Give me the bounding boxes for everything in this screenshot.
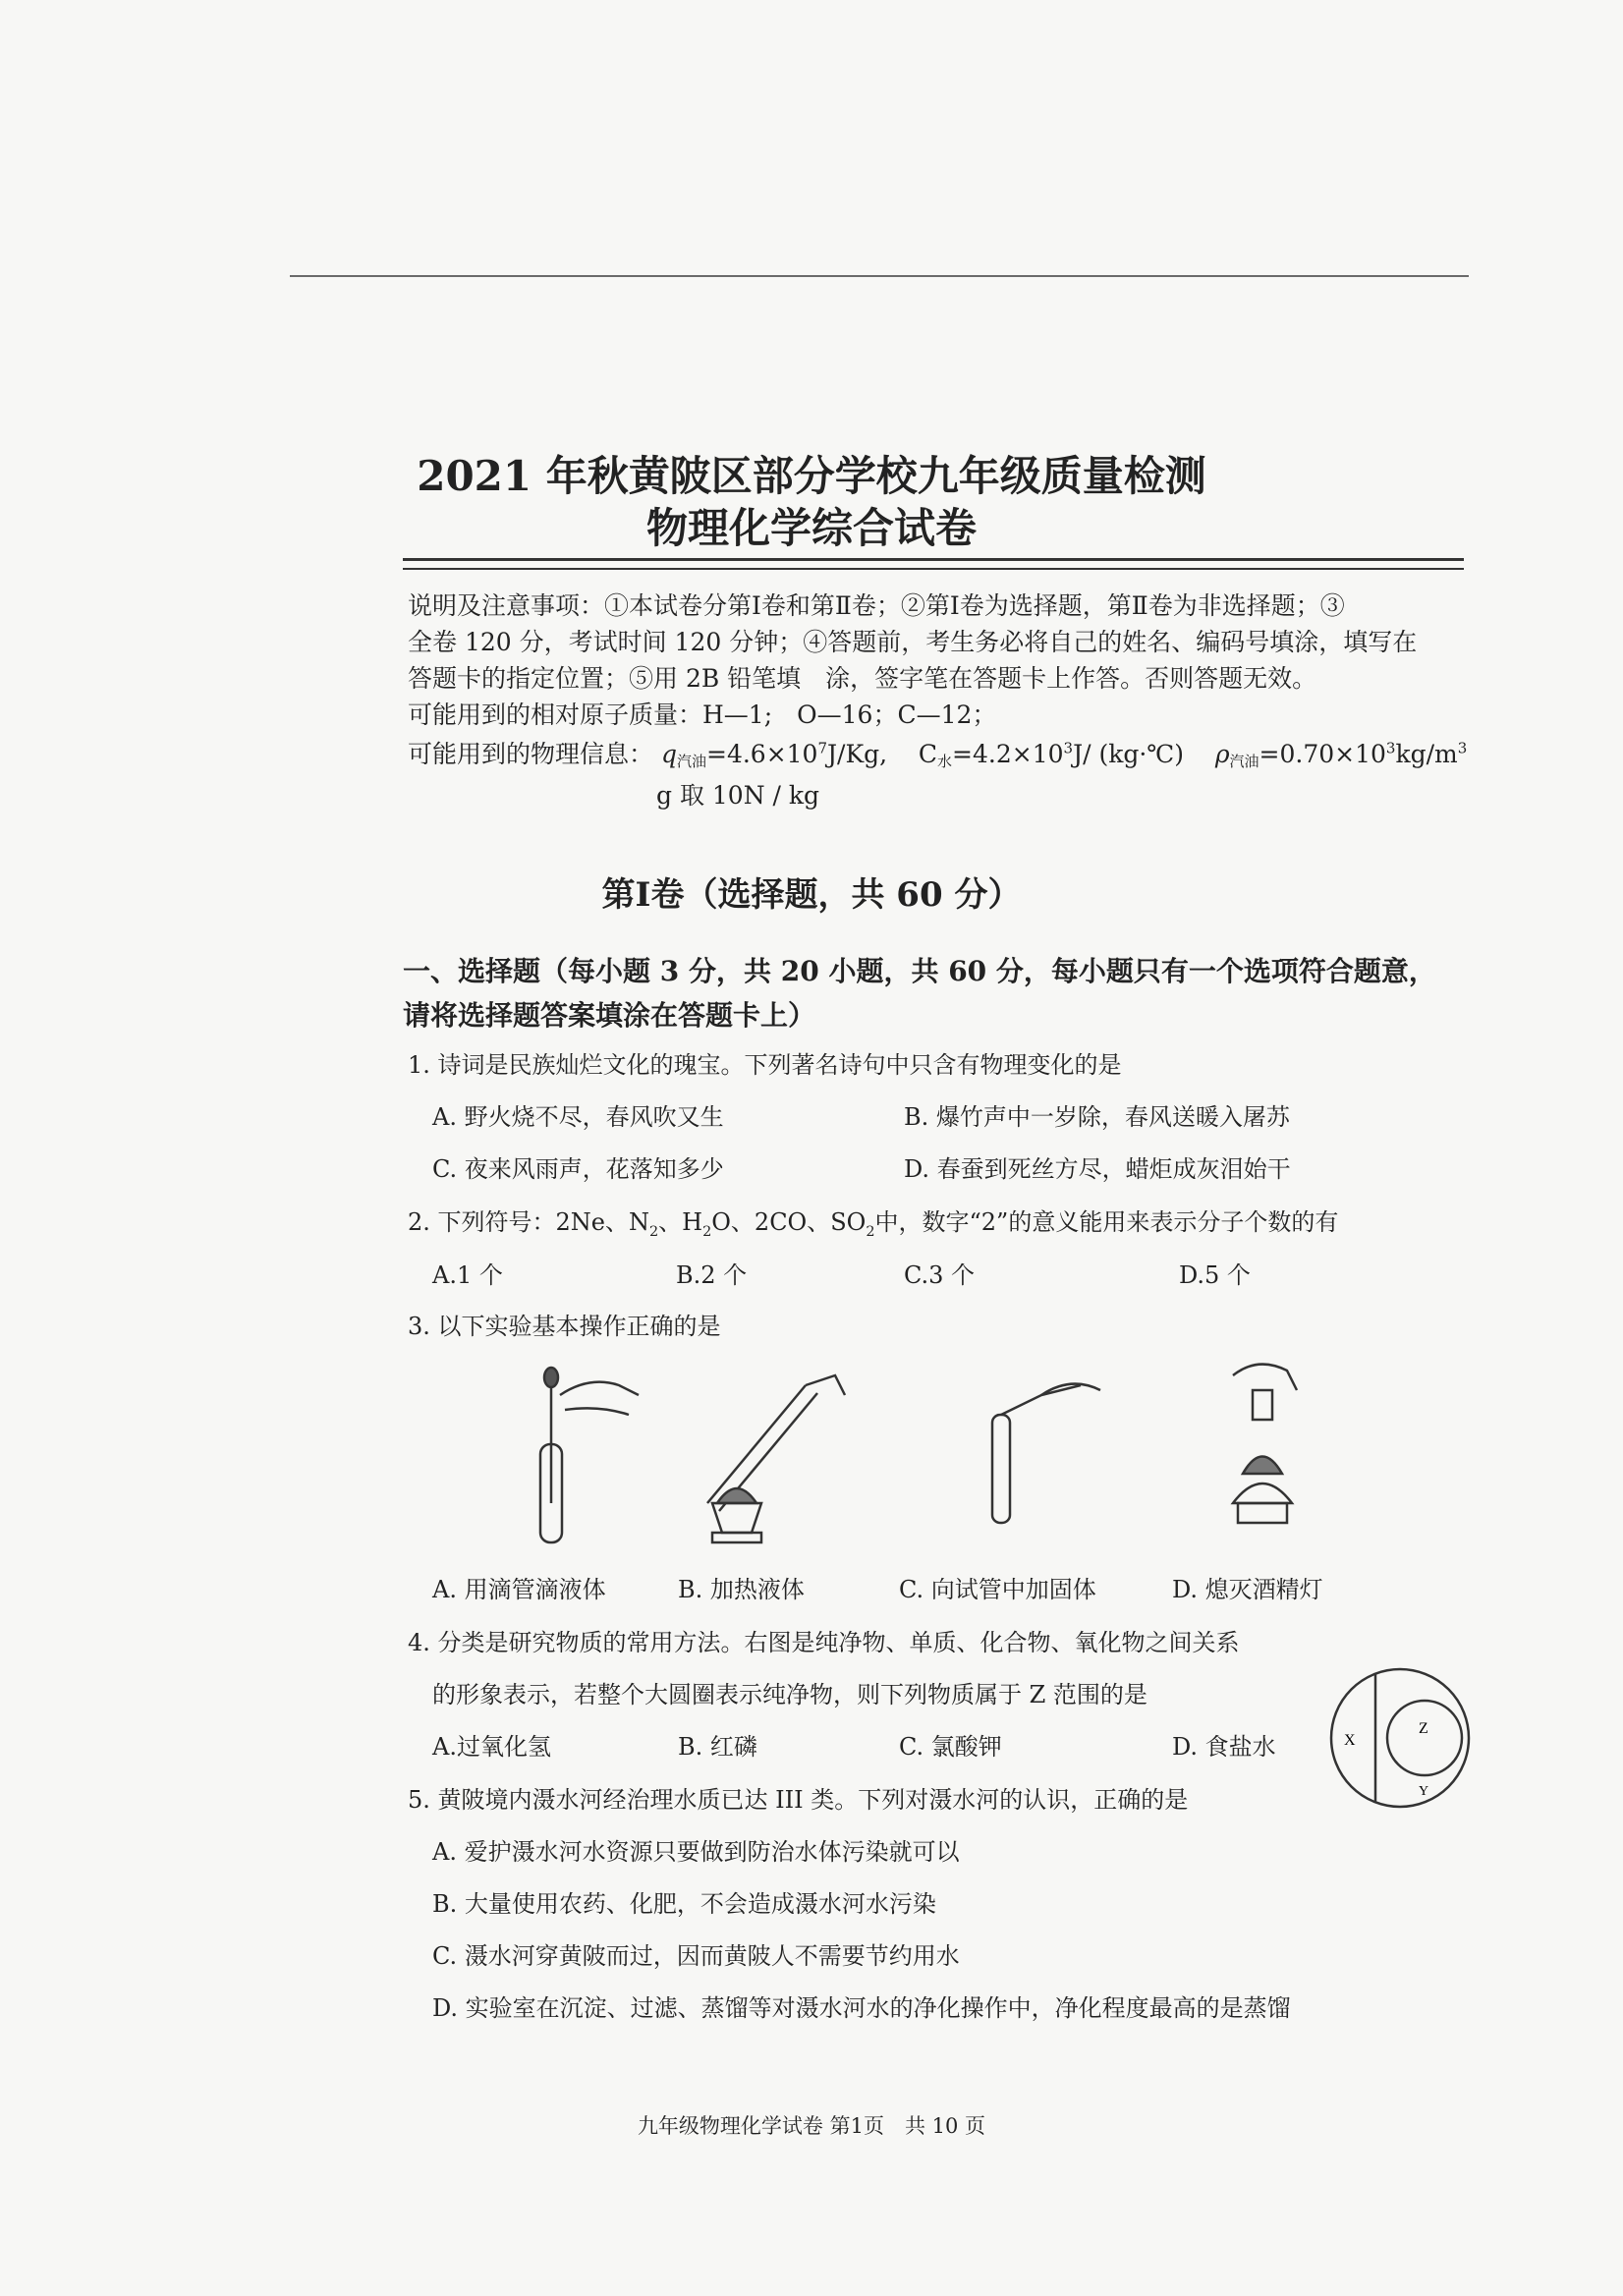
dropper-test-tube-figure [540,1368,639,1542]
q2-option-a: A.1 个 [432,1261,503,1289]
q3-lab-illustrations [511,1356,1454,1552]
q1-option-a: A. 野火烧不尽，春风吹又生 [432,1103,724,1131]
q3-option-c: C. 向试管中加固体 [899,1576,1096,1603]
q4-option-c: C. 氯酸钾 [899,1733,1002,1761]
section-title: 第Ⅰ卷（选择题，共 60 分） [601,875,1022,915]
notes-line2: 全卷 120 分，考试时间 120 分钟；④答题前，考生务必将自己的姓名、编码号填涂，填写在 [408,628,1418,656]
q5-stem: 5. 黄陂境内滠水河经治理水质已达 III 类。下列对滠水河的认识，正确的是 [408,1786,1189,1814]
notes-line3: 答题卡的指定位置；⑤用 2B 铅笔填 涂，签字笔在答题卡上作答。否则答题无效。 [408,664,1317,693]
q4-option-a: A.过氧化氢 [432,1733,551,1761]
part-heading-line2: 请将选择题答案填涂在答题卡上） [403,999,816,1032]
q5-option-c: C. 滠水河穿黄陂而过，因而黄陂人不需要节约用水 [432,1942,960,1970]
substance-classification-diagram [1326,1664,1474,1812]
classification-circles [1326,1664,1474,1812]
q4-stem-line2: 的形象表示，若整个大圆圈表示纯净物，则下列物质属于 Z 范围的是 [432,1681,1147,1708]
q1-option-c: C. 夜来风雨声，花落知多少 [432,1155,724,1183]
q4-option-d: D. 食盐水 [1172,1733,1276,1761]
gravity-info: g 取 10N / kg [656,781,820,810]
q1-option-d: D. 春蚕到死丝方尽，蜡炬成灰泪始干 [904,1155,1291,1183]
q2-option-b: B.2 个 [676,1261,748,1289]
diagram-label-y: Y [1419,1784,1429,1799]
page-footer: 九年级物理化学试卷 第1页 共 10 页 [637,2114,986,2138]
q2-stem: 2. 下列符号：2Ne、$N_2$、$H_2O$、2CO、$SO_2$中，数字“2”的意义能用来表示分子个数的有 [408,1208,1339,1240]
water-specific-heat: C水$=4.2\times 10^3J/$ (kg·℃) [918,739,1185,770]
gasoline-density: ρ汽油$=0.70\times 10^3kg/m^3$ [1214,739,1468,770]
q2-option-c: C.3 个 [904,1261,976,1289]
q4-option-b: B. 红磷 [678,1733,757,1761]
alcohol-lamp-figure [1233,1365,1297,1523]
exam-title-line1: 2021 年秋黄陂区部分学校九年级质量检测 [417,452,1206,500]
notes-line1: 说明及注意事项：①本试卷分第Ⅰ卷和第Ⅱ卷；②第Ⅰ卷为选择题，第Ⅱ卷为非选择题；③ [408,591,1345,620]
q1-option-b: B. 爆竹声中一岁除，春风送暖入屠苏 [904,1103,1290,1131]
diagram-label-x: X [1344,1732,1356,1749]
atomic-masses: 可能用到的相对原子质量：H—1; O—16；C—12； [408,700,997,729]
diagram-label-z: Z [1419,1720,1428,1737]
q2-option-d: D.5 个 [1179,1261,1251,1289]
q1-stem: 1. 诗词是民族灿烂文化的瑰宝。下列著名诗句中只含有物理变化的是 [408,1051,1122,1079]
q5-option-d: D. 实验室在沉淀、过滤、蒸馏等对滠水河水的净化操作中，净化程度最高的是蒸馏 [432,1994,1291,2022]
q4-stem-line1: 4. 分类是研究物质的常用方法。右图是纯净物、单质、化合物、氧化物之间关系 [408,1629,1240,1656]
physics-info-label: 可能用到的物理信息： [408,740,654,768]
adding-solid-figure [992,1384,1100,1523]
gasoline-heat-value: q汽油$=4.6\times 10^7J/Kg$, [660,739,888,770]
q3-option-d: D. 熄灭酒精灯 [1172,1576,1323,1603]
top-rule [290,275,1469,277]
part-heading-line1: 一、选择题（每小题 3 分，共 20 小题，共 60 分，每小题只有一个选项符合题意， [403,955,1436,987]
exam-title-line2: 物理化学综合试卷 [645,504,977,552]
heating-test-tube-figure [707,1375,845,1542]
q3-option-a: A. 用滴管滴液体 [432,1576,606,1603]
title-double-rule [403,558,1464,570]
q5-option-b: B. 大量使用农药、化肥，不会造成滠水河水污染 [432,1890,936,1918]
q3-stem: 3. 以下实验基本操作正确的是 [408,1313,721,1340]
physics-info [408,735,1467,771]
q3-option-b: B. 加热液体 [678,1576,805,1603]
q5-option-a: A. 爱护滠水河水资源只要做到防治水体污染就可以 [432,1838,960,1866]
